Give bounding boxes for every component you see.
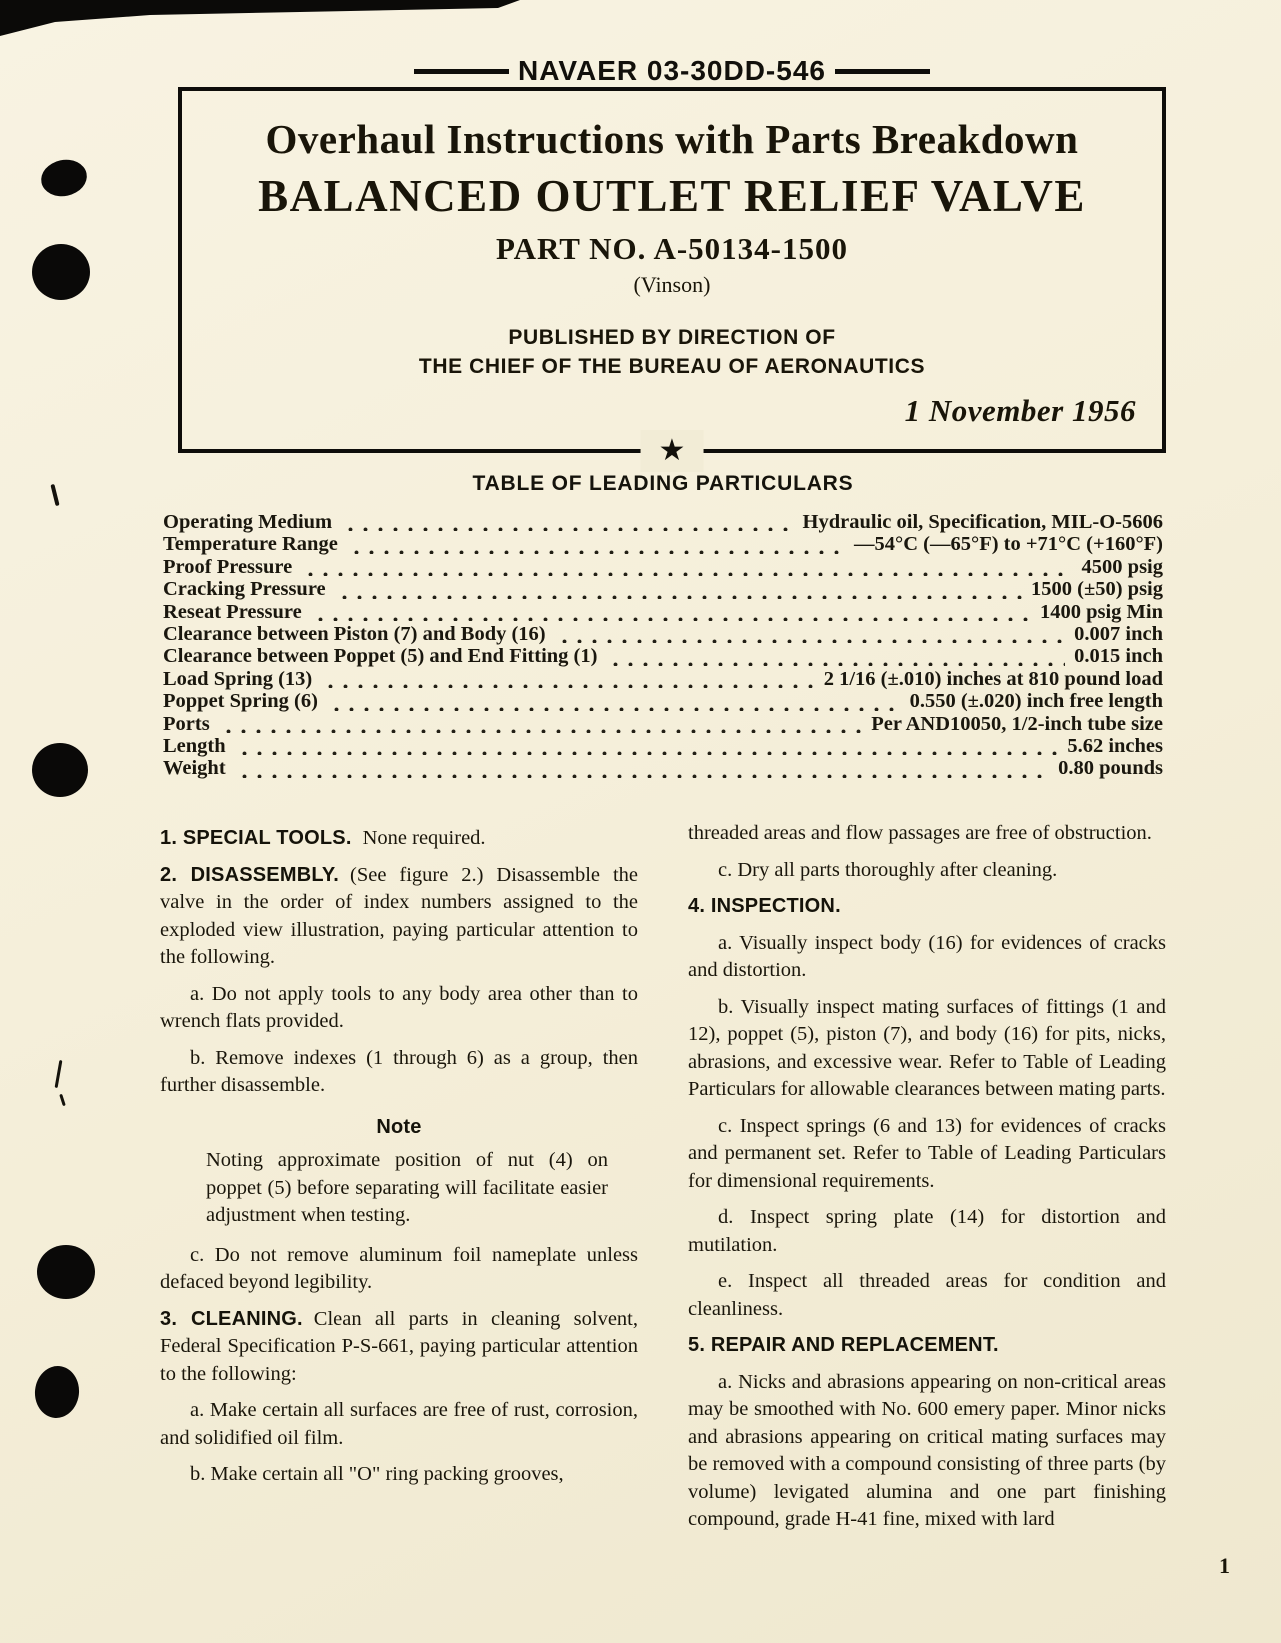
document-title: Overhaul Instructions with Parts Breakdown — [265, 116, 1079, 162]
table-row — [163, 601, 1163, 623]
section-heading: 2. DISASSEMBLY. — [160, 863, 340, 886]
scan-artifact-mark — [50, 484, 59, 506]
horizontal-rule — [835, 69, 930, 74]
row-value: 0.015 inch — [1074, 645, 1163, 668]
row-label: Poppet Spring (6) — [163, 690, 318, 713]
paragraph-inspection — [688, 893, 1166, 921]
row-label: Load Spring (13) — [163, 667, 313, 690]
dot-leader — [347, 539, 845, 554]
paragraph — [160, 1397, 638, 1452]
punch-hole — [32, 743, 88, 797]
table-row — [163, 645, 1163, 667]
punch-hole — [38, 156, 90, 201]
row-value: 4500 psig — [1081, 555, 1163, 578]
table-row — [163, 533, 1163, 555]
table-row — [163, 713, 1163, 735]
row-label: Proof Pressure — [163, 555, 293, 578]
star-icon: ★ — [641, 430, 704, 472]
dot-leader — [555, 628, 1066, 643]
dot-leader — [235, 740, 1059, 755]
row-label: Cracking Pressure — [163, 578, 326, 601]
paragraph-cleaning — [160, 1306, 638, 1389]
leading-particulars-table — [163, 472, 1163, 780]
section-heading: 4. INSPECTION. — [688, 895, 841, 917]
scan-artifact-mark — [59, 1094, 66, 1106]
document-subtitle: BALANCED OUTLET RELIEF VALVE — [258, 171, 1086, 221]
paragraph-text: c. Inspect springs (6 and 13) for evidences of cracks and permanent set. Refer to Table of Leading Particulars for dimensional requirements. — [688, 1114, 1166, 1192]
publication-date: 1 November 1956 — [904, 393, 1136, 428]
dot-leader — [301, 561, 1072, 576]
punch-hole — [37, 1245, 95, 1299]
table-row — [163, 556, 1163, 578]
document-number — [182, 55, 1162, 87]
row-value: —54°C (—65°F) to +71°C (+160°F) — [854, 533, 1163, 556]
row-label: Ports — [163, 712, 210, 735]
paragraph — [688, 820, 1166, 848]
row-label: Length — [163, 735, 226, 758]
right-column — [688, 820, 1166, 1543]
dot-leader — [321, 673, 814, 688]
paragraph — [688, 994, 1166, 1104]
row-value: 0.550 (±.020) inch free length — [909, 690, 1163, 713]
paragraph-text: b. Make certain all "O" ring packing grooves, — [190, 1463, 564, 1485]
row-value: 2 1/16 (±.010) inches at 810 pound load — [823, 667, 1163, 690]
paragraph-text: Noting approximate position of nut (4) on poppet (5) before separating will facilitate easier adjustment when testing. — [206, 1149, 608, 1226]
section-heading: 1. SPECIAL TOOLS. — [160, 827, 352, 849]
paragraph-text: d. Inspect spring plate (14) for distortion and mutilation. — [688, 1206, 1166, 1256]
punch-hole — [32, 244, 90, 300]
body-columns — [160, 820, 1166, 1543]
paragraph-text: c. Dry all parts thoroughly after cleaning. — [718, 858, 1058, 881]
paragraph-repair-replacement — [688, 1332, 1166, 1360]
title-block — [178, 55, 1166, 467]
horizontal-rule — [414, 69, 509, 74]
paragraph-text: None required. — [362, 827, 486, 849]
paragraph — [688, 857, 1166, 885]
paragraph — [160, 1242, 638, 1297]
paragraph — [160, 1045, 638, 1100]
dot-leader — [219, 718, 863, 733]
paragraph — [688, 1113, 1166, 1196]
paragraph-text: a. Visually inspect body (16) for evidences of cracks and distortion. — [688, 931, 1166, 981]
table-row — [163, 735, 1163, 757]
paragraph-text: b. Visually inspect mating surfaces of fittings (1 and 12), poppet (5), piston (7), and body (16) for pits, nicks, abrasions, and excessive wear. Refer to Table of Leading Particulars for allowable clearances between mating parts. — [688, 995, 1166, 1100]
dot-leader — [335, 584, 1022, 599]
row-value: 1400 psig Min — [1039, 600, 1163, 623]
note-heading — [160, 1114, 638, 1142]
left-column — [160, 820, 638, 1543]
row-value: Per AND10050, 1/2-inch tube size — [871, 712, 1163, 735]
row-value: 0.007 inch — [1074, 623, 1163, 646]
table-row — [163, 623, 1163, 645]
paragraph — [688, 930, 1166, 985]
row-value: 5.62 inches — [1067, 735, 1163, 758]
scan-artifact-mark — [55, 1060, 63, 1088]
particulars-heading: TABLE OF LEADING PARTICULARS — [472, 472, 854, 495]
dot-leader — [327, 696, 901, 711]
paragraph-text: a. Nicks and abrasions appearing on non-critical areas may be smoothed with No. 600 emery paper. Minor nicks and abrasions appearing on critical mating surfaces may be removed with a compound consisting of three parts (by volume) levigated alumina and one part finishing compound, grade H-41 fine, mixed with lard — [688, 1370, 1166, 1530]
table-row — [163, 757, 1163, 779]
section-heading: Note — [376, 1115, 422, 1138]
published-by-line1: PUBLISHED BY DIRECTION OF — [508, 326, 836, 349]
dot-leader — [311, 606, 1031, 621]
paragraph-special-tools — [160, 825, 638, 853]
row-label: Temperature Range — [163, 533, 338, 556]
row-label: Weight — [163, 757, 226, 780]
paragraph-text: (See figure 2.) Disassemble the valve in the order of index numbers assigned to the exploded view illustration, paying particular attention to the following. — [160, 863, 638, 968]
dot-leader — [341, 516, 793, 531]
row-value: Hydraulic oil, Specification, MIL-O-5606 — [802, 511, 1163, 533]
paragraph — [160, 1461, 638, 1489]
table-row — [163, 690, 1163, 712]
part-number: PART NO. A-50134-1500 — [495, 231, 848, 266]
scan-artifact-top-edge — [0, 0, 520, 36]
punch-hole — [32, 1364, 81, 1420]
row-label: Reseat Pressure — [163, 600, 302, 623]
paragraph-text: e. Inspect all threaded areas for condition and cleanliness. — [688, 1270, 1166, 1320]
paragraph — [688, 1268, 1166, 1323]
paragraph — [688, 1204, 1166, 1259]
paragraph-disassembly — [160, 862, 638, 972]
manufacturer-name: (Vinson) — [633, 272, 711, 297]
paragraph-text: threaded areas and flow passages are free of obstruction. — [688, 822, 1152, 844]
section-heading: 5. REPAIR AND REPLACEMENT. — [688, 1334, 999, 1356]
paragraph-text: a. Make certain all surfaces are free of rust, corrosion, and solidified oil film. — [160, 1399, 638, 1449]
table-row — [163, 668, 1163, 690]
paragraph-text: Clean all parts in cleaning solvent, Federal Specification P-S-661, paying particular attention to the following: — [160, 1307, 638, 1385]
table-row — [163, 578, 1163, 600]
row-label: Clearance between Piston (7) and Body (16) — [163, 623, 546, 646]
dot-leader — [606, 651, 1065, 666]
row-label: Operating Medium — [163, 511, 333, 533]
dot-leader — [235, 763, 1050, 778]
table-row — [163, 511, 1163, 533]
published-by-line2: THE CHIEF OF THE BUREAU OF AERONAUTICS — [418, 355, 926, 378]
paragraph-text: c. Do not remove aluminum foil nameplate unless defaced beyond legibility. — [160, 1243, 638, 1293]
row-value: 0.80 pounds — [1058, 757, 1163, 780]
row-label: Clearance between Poppet (5) and End Fitting (1) — [163, 645, 598, 668]
note-text — [206, 1147, 608, 1230]
section-heading: 3. CLEANING. — [160, 1307, 303, 1330]
paragraph-text: b. Remove indexes (1 through 6) as a group, then further disassemble. — [160, 1046, 638, 1096]
paragraph — [688, 1369, 1166, 1534]
paragraph — [160, 981, 638, 1036]
page-number: 1 — [1219, 1553, 1230, 1578]
row-value: 1500 (±50) psig — [1031, 578, 1163, 601]
paragraph-text: a. Do not apply tools to any body area other than to wrench flats provided. — [160, 982, 638, 1032]
document-number-text: NAVAER 03-30DD-546 — [518, 55, 826, 86]
